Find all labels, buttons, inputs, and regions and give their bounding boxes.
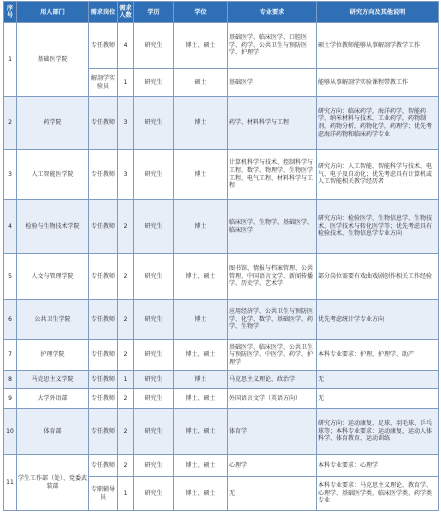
cell-notes: 研究方向：临床药学，海洋药学，智能药学，纳米材料与技术、工业药学，药物制剂，药物分析，药物化学，药理学；优先考虑海洋药物和临床药学专业: [317, 97, 439, 150]
cell-notes: 本科专业要求：马克思主义理论、教育学、心理学、基础医学类、临床医学类、药学类专业: [317, 477, 439, 511]
cell-degree: 博士、硕士: [174, 254, 228, 300]
cell-count: 3: [118, 150, 134, 200]
cell-count: 1: [118, 69, 134, 97]
cell-notes: 本科专业要求：心理学: [317, 455, 439, 477]
cell-degree: 博士: [174, 150, 228, 200]
cell-notes: 研究方向：运动康复、足球、羽毛球、乒乓球等；本科专业要求：运动康复、运动人体科学、体育教育、运动训练: [317, 409, 439, 455]
cell-education: 研究生: [134, 477, 174, 511]
table-header-row: [4, 2, 439, 23]
cell-department: 人工智能医学院: [17, 150, 89, 200]
cell-education: 研究生: [134, 150, 174, 200]
cell-index: 2: [4, 97, 17, 150]
cell-degree: 博士: [174, 300, 228, 340]
cell-index: 1: [4, 23, 17, 97]
cell-index: 9: [4, 389, 17, 409]
cell-notes: 研究方向：人工智能、智能科学与技术、电气、电子及自动化；优先考虑具有计算机或人工智能相关教学经历者: [317, 150, 439, 200]
cell-notes: 无: [317, 371, 439, 389]
cell-notes: 能够从事解剖学实验课程带教工作: [317, 69, 439, 97]
cell-notes: 硕士学位教师能够从事解剖学教学工作: [317, 23, 439, 69]
cell-count: 2: [118, 200, 134, 254]
cell-department: 药学院: [17, 97, 89, 150]
cell-department: 基础医学院: [17, 23, 89, 97]
table-row: [4, 97, 439, 150]
header-major: 专业要求: [228, 2, 317, 23]
cell-education: 研究生: [134, 254, 174, 300]
cell-major: 体育学: [228, 409, 317, 455]
cell-department: 马克思主义学院: [17, 371, 89, 389]
header-index: 序号: [4, 2, 17, 23]
table-row: [4, 23, 439, 69]
cell-major: 基础医学: [228, 69, 317, 97]
cell-post: 解剖学实验员: [89, 69, 118, 97]
cell-degree: 博士、硕士: [174, 23, 228, 69]
cell-major: 心理学: [228, 455, 317, 477]
table-row: [4, 340, 439, 371]
cell-post: 专任教师: [89, 371, 118, 389]
cell-degree: 博士、硕士: [174, 477, 228, 511]
cell-notes: 无: [317, 389, 439, 409]
cell-major: 图书馆、情报与档案管理、公共管理、中国语言文学、新闻传播学、历史学、艺术学: [228, 254, 317, 300]
cell-post: 专任教师: [89, 455, 118, 477]
cell-major: 无: [228, 477, 317, 511]
cell-notes: 优先考虑统计学专业方向: [317, 300, 439, 340]
cell-major: 基础医学、临床医学、口腔医学、药学、公共卫生与预防医学、护理学: [228, 23, 317, 69]
cell-index: 11: [4, 455, 17, 511]
cell-count: 2: [118, 300, 134, 340]
cell-major: 马克思主义理论、政治学: [228, 371, 317, 389]
cell-major: 应用经济学、公共卫生与预防医学、化学、数学、基础医学、药学、生物学: [228, 300, 317, 340]
cell-education: 研究生: [134, 23, 174, 69]
cell-index: 10: [4, 409, 17, 455]
cell-education: 研究生: [134, 300, 174, 340]
header-degree: 学位: [174, 2, 228, 23]
cell-department: 检验与生物技术学院: [17, 200, 89, 254]
table-row: [4, 389, 439, 409]
cell-education: 研究生: [134, 455, 174, 477]
cell-index: 4: [4, 200, 17, 254]
cell-degree: 博士、硕士: [174, 455, 228, 477]
cell-education: 研究生: [134, 340, 174, 371]
cell-post: 专职辅导员: [89, 477, 118, 511]
table-row: [4, 455, 439, 477]
cell-degree: 博士、硕士: [174, 340, 228, 371]
cell-index: 3: [4, 150, 17, 200]
header-notes: 研究方向及其他说明: [317, 2, 439, 23]
cell-degree: 博士、硕士: [174, 389, 228, 409]
cell-count: 1: [118, 371, 134, 389]
cell-degree: 博士: [174, 371, 228, 389]
cell-major: 临床医学、生物学、基础医学、临床医学: [228, 200, 317, 254]
cell-notes: 研究方向：检验医学、生物信息学、生物技术、医学技术与转化医学等；优先考虑具有检验技术、生物信息学专业方向: [317, 200, 439, 254]
cell-index: 7: [4, 340, 17, 371]
cell-post: 专任教师: [89, 254, 118, 300]
cell-degree: 博士: [174, 97, 228, 150]
cell-education: 研究生: [134, 97, 174, 150]
cell-post: 专任教师: [89, 97, 118, 150]
cell-count: 2: [118, 389, 134, 409]
cell-post: 专任教师: [89, 200, 118, 254]
cell-major: 计算机科学与技术、控制科学与工程、数学、物理学、生物医学工程、电气工程、材料科学与工程: [228, 150, 317, 200]
cell-department: 公共卫生学院: [17, 300, 89, 340]
table-row: [4, 300, 439, 340]
cell-degree: 硕士: [174, 69, 228, 97]
cell-major: 外国语言文学（英语方向）: [228, 389, 317, 409]
cell-count: 1: [118, 477, 134, 511]
cell-count: 4: [118, 23, 134, 69]
cell-education: 研究生: [134, 200, 174, 254]
cell-post: 专任教师: [89, 23, 118, 69]
header-post: 需求岗位: [89, 2, 118, 23]
cell-education: 研究生: [134, 409, 174, 455]
cell-education: 研究生: [134, 371, 174, 389]
table-row: [4, 371, 439, 389]
cell-major: 基础医学、临床医学、公共卫生与预防医学、中医学、药学、护理学: [228, 340, 317, 371]
table-row: [4, 254, 439, 300]
cell-education: 研究生: [134, 389, 174, 409]
table-row: [4, 409, 439, 455]
cell-index: 5: [4, 254, 17, 300]
cell-post: 专任教师: [89, 389, 118, 409]
cell-department: 体育部: [17, 409, 89, 455]
cell-degree: 博士: [174, 200, 228, 254]
cell-count: 2: [118, 254, 134, 300]
recruitment-table: [3, 1, 439, 511]
cell-count: 3: [118, 97, 134, 150]
cell-post: 专任教师: [89, 340, 118, 371]
header-department: 用人部门: [17, 2, 89, 23]
cell-post: 专任教师: [89, 300, 118, 340]
cell-post: 专任教师: [89, 150, 118, 200]
cell-major: 药学、材料科学与工程: [228, 97, 317, 150]
cell-department: 护理学院: [17, 340, 89, 371]
cell-count: 2: [118, 455, 134, 477]
cell-notes: 部分岗位需要有戏曲戏剧创作相关工作经验: [317, 254, 439, 300]
cell-education: 研究生: [134, 69, 174, 97]
cell-department: 大学外语部: [17, 389, 89, 409]
table-row: [4, 150, 439, 200]
cell-index: 8: [4, 371, 17, 389]
cell-count: 2: [118, 409, 134, 455]
cell-department: 人文与管理学院: [17, 254, 89, 300]
cell-notes: 本科专业要求：护理、护理学、助产: [317, 340, 439, 371]
cell-count: 2: [118, 340, 134, 371]
table-row: [4, 200, 439, 254]
cell-degree: 博士、硕士: [174, 409, 228, 455]
cell-department: 学生工作部（处）、党委武装部: [17, 455, 89, 511]
header-count: 需求人数: [118, 2, 134, 23]
recruitment-table-container: [3, 1, 438, 511]
cell-post: 专任教师: [89, 409, 118, 455]
cell-index: 6: [4, 300, 17, 340]
header-education: 学历: [134, 2, 174, 23]
